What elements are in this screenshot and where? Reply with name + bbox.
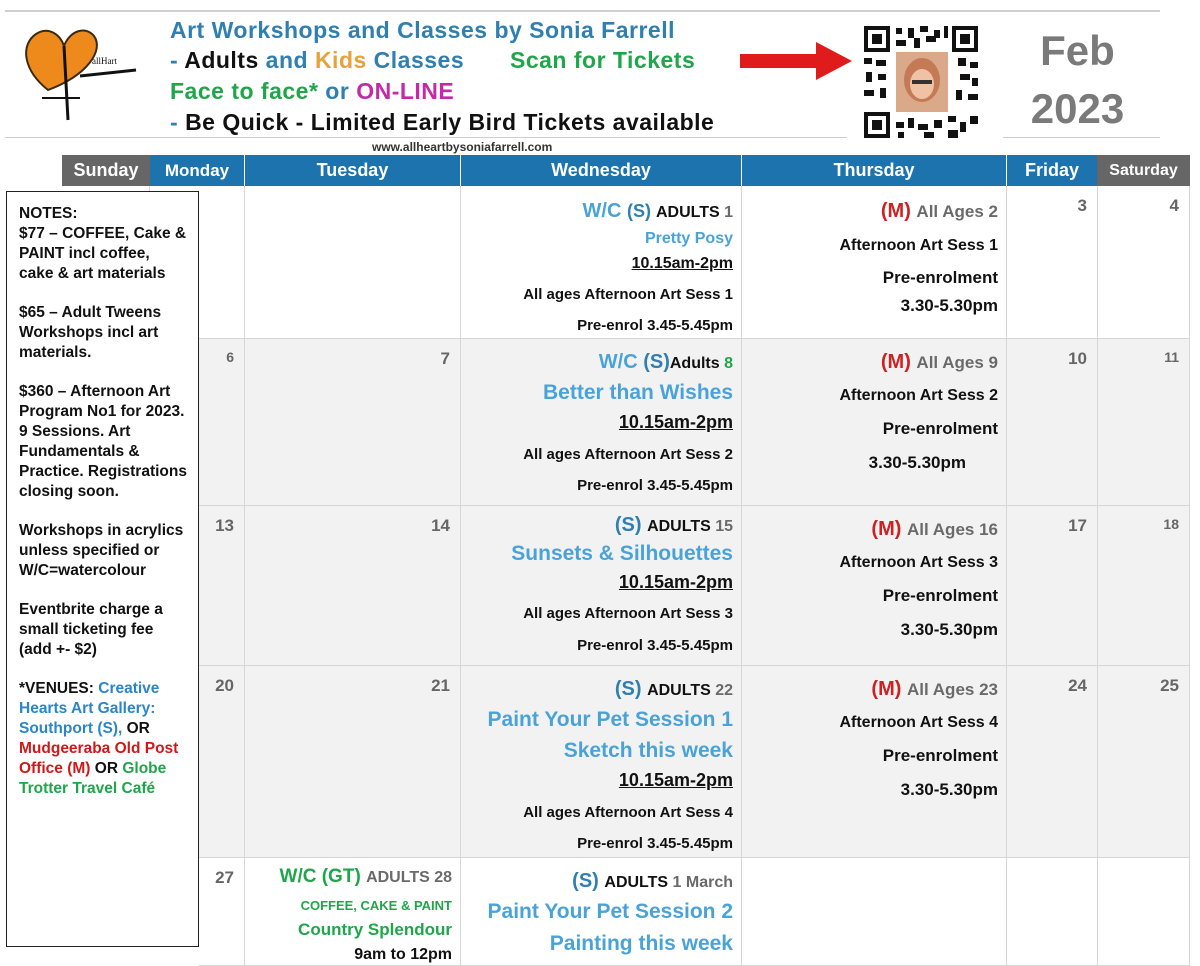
date-number: 14 xyxy=(431,516,450,535)
event-name: Country Splendour xyxy=(298,920,452,939)
event-time: 10.15am-2pm xyxy=(618,572,733,592)
day-cell xyxy=(1007,339,1098,506)
event-line xyxy=(572,870,733,893)
date-number: 22 xyxy=(715,682,733,699)
all-ages-label: All Ages 23 xyxy=(906,680,998,699)
venue-tag: (S) xyxy=(614,678,648,700)
day-cell-thu-16[interactable] xyxy=(742,506,1007,666)
event-pre-enrol: Pre-enrol 3.45-5.45pm xyxy=(577,317,733,334)
day-cell xyxy=(1007,666,1098,858)
event-session: Afternoon Art Sess 2 xyxy=(839,387,998,404)
day-cell xyxy=(1098,666,1190,858)
event-pre-enrol: Pre-enrol 3.45-5.45pm xyxy=(577,637,733,654)
event-session: Afternoon Art Sess 3 xyxy=(839,554,998,571)
note-coffee-cake: $77 – COFFEE, Cake & PAINT incl coffee, cake & art materials xyxy=(19,225,187,282)
event-time: 3.30-5.30pm xyxy=(900,620,998,639)
day-header-wednesday: Wednesday xyxy=(461,155,741,186)
note-adult-tweens: $65 – Adult Tweens Workshops incl art materials. xyxy=(19,304,162,361)
date-number: 21 xyxy=(431,676,450,695)
month-year: 2023 xyxy=(1030,85,1125,132)
venue-tag: (GT) xyxy=(321,866,367,887)
adults-tag: Adults xyxy=(669,355,725,372)
dash: - xyxy=(170,109,186,135)
all-ages-label: All Ages 16 xyxy=(906,520,998,539)
header-title: Art Workshops and Classes by Sonia Farrell xyxy=(170,17,675,43)
date-number: 1 March xyxy=(672,874,733,891)
day-header-friday: Friday xyxy=(1007,155,1097,186)
header-rule xyxy=(5,137,847,138)
event-session: Afternoon Art Sess 1 xyxy=(839,237,998,254)
event-line xyxy=(871,518,998,541)
or-word: OR xyxy=(94,760,123,777)
event-line xyxy=(881,351,998,374)
event-all-ages: All ages Afternoon Art Sess 3 xyxy=(523,605,733,622)
event-time: 3.30-5.30pm xyxy=(900,296,998,315)
logo-text: allHart xyxy=(92,56,117,66)
all-ages-label: All Ages 2 xyxy=(916,202,998,221)
date-number: 18 xyxy=(1163,516,1179,532)
date-number: 15 xyxy=(715,518,733,535)
venue-mudgeeraba: Mudgeeraba Old Post Office (M) xyxy=(19,740,179,777)
classes-word: Classes xyxy=(373,47,465,73)
event-subtitle: Sketch this week xyxy=(563,739,733,762)
event-line xyxy=(583,200,733,223)
venue-tag: (M) xyxy=(871,678,907,700)
date-number: 25 xyxy=(1160,676,1179,695)
adults-word: Adults xyxy=(184,47,266,73)
date-number: 7 xyxy=(440,349,450,368)
header-line-4 xyxy=(170,109,714,136)
month-label xyxy=(1005,22,1150,138)
event-pre-enrolment: Pre-enrolment xyxy=(882,419,998,438)
day-cell-13 xyxy=(199,506,245,666)
event-name: Paint Your Pet Session 2 xyxy=(487,900,733,923)
event-pre-enrol: Pre-enrol 3.45-5.45pm xyxy=(577,477,733,494)
venue-tag: (M) xyxy=(880,200,917,222)
date-number: 3 xyxy=(1077,196,1087,215)
event-session: Afternoon Art Sess 4 xyxy=(839,714,998,731)
day-header-saturday: Saturday xyxy=(1097,155,1190,186)
month-name: Feb xyxy=(1040,27,1115,74)
day-cell xyxy=(1007,858,1098,966)
watercolour-tag: W/C xyxy=(598,351,644,373)
day-cell-thu-23[interactable] xyxy=(742,666,1007,858)
day-cell-20 xyxy=(199,666,245,858)
day-cell-wed-22[interactable] xyxy=(461,666,742,858)
notes-box xyxy=(6,191,199,947)
header-line-3 xyxy=(170,78,454,105)
day-cell-wed-1[interactable] xyxy=(461,186,742,339)
event-name: Pretty Posy xyxy=(644,230,733,247)
adults-tag: ADULTS xyxy=(655,204,725,221)
day-cell xyxy=(245,186,461,339)
event-time: 10.15am-2pm xyxy=(618,412,733,432)
event-time: 3.30-5.30pm xyxy=(900,780,998,799)
heart-logo-icon xyxy=(18,20,148,130)
date-number: 24 xyxy=(1068,676,1087,695)
top-rule xyxy=(5,10,1160,12)
watercolour-tag: W/C xyxy=(582,200,627,222)
venue-tag: (S) xyxy=(643,351,670,373)
date-number: 6 xyxy=(226,349,234,365)
or-word: or xyxy=(325,78,357,104)
event-time: 10.15am-2pm xyxy=(631,255,733,272)
scan-for-tickets: Scan for Tickets xyxy=(510,47,696,73)
day-cell xyxy=(245,339,461,506)
day-cell xyxy=(245,666,461,858)
date-number: 4 xyxy=(1169,196,1179,215)
day-header-tuesday: Tuesday xyxy=(245,155,460,186)
day-cell-thu-9[interactable] xyxy=(742,339,1007,506)
date-number: 17 xyxy=(1068,516,1087,535)
venue-tag: (S) xyxy=(614,514,648,536)
event-all-ages: All ages Afternoon Art Sess 2 xyxy=(523,446,733,463)
day-cell xyxy=(1007,506,1098,666)
event-line xyxy=(871,678,998,701)
adults-tag: ADULTS xyxy=(647,518,716,535)
event-time: 9am to 12pm xyxy=(354,946,452,963)
day-cell xyxy=(1098,858,1190,966)
qr-code-icon[interactable] xyxy=(862,24,980,140)
event-pre-enrolment: Pre-enrolment xyxy=(882,268,998,287)
arrow-right-icon xyxy=(740,42,852,80)
day-cell-thu-2[interactable] xyxy=(742,186,1007,339)
adults-tag: ADULTS xyxy=(604,874,673,891)
note-acrylics: Workshops in acrylics unless specified or W/C=watercolour xyxy=(19,522,184,579)
adults-tag: ADULTS xyxy=(647,682,716,699)
date-number: 13 xyxy=(215,516,234,535)
event-line xyxy=(599,351,733,374)
day-cell xyxy=(1098,506,1190,666)
event-line xyxy=(615,514,733,537)
event-all-ages: All ages Afternoon Art Sess 1 xyxy=(523,286,733,303)
event-name: Sunsets & Silhouettes xyxy=(511,542,733,565)
note-eventbrite: Eventbrite charge a small ticketing fee (add +- $2) xyxy=(19,601,163,658)
date-number: 20 xyxy=(215,676,234,695)
date-number: 8 xyxy=(724,355,733,372)
day-cell xyxy=(245,506,461,666)
venue-tag: (M) xyxy=(871,518,907,540)
website-url[interactable]: www.allheartbysoniafarrell.com xyxy=(372,140,553,154)
watercolour-tag: W/C xyxy=(279,866,322,887)
venue-globe-trotter: Globe Trotter Travel Café xyxy=(19,760,167,797)
day-cell-27 xyxy=(199,858,245,966)
date-number: 27 xyxy=(215,868,234,887)
day-cell-wed-mar-1[interactable] xyxy=(461,858,742,966)
adults-tag: ADULTS 28 xyxy=(366,869,452,886)
day-cell xyxy=(1007,186,1098,339)
event-all-ages: All ages Afternoon Art Sess 4 xyxy=(523,804,733,821)
event-name: Better than Wishes xyxy=(542,381,733,404)
event-pre-enrolment: Pre-enrolment xyxy=(882,746,998,765)
date-number: 10 xyxy=(1068,349,1087,368)
or-word: OR xyxy=(126,720,150,737)
event-coffee-cake: COFFEE, CAKE & PAINT xyxy=(300,898,452,913)
venue-southport: Creative Hearts Art Gallery: Southport (S), xyxy=(19,680,160,737)
day-cell-wed-15[interactable] xyxy=(461,506,742,666)
early-bird-text: Be Quick - Limited Early Bird Tickets available xyxy=(185,109,715,135)
day-header-monday: Monday xyxy=(150,155,244,186)
day-cell xyxy=(1098,339,1190,506)
event-pre-enrol: Pre-enrol 3.45-5.45pm xyxy=(577,835,733,852)
event-time: 10.15am-2pm xyxy=(618,770,733,790)
day-cell xyxy=(742,858,1007,966)
dash: - xyxy=(170,47,185,73)
venue-tag: (S) xyxy=(572,870,605,892)
all-ages-label: All Ages 9 xyxy=(916,353,998,372)
and-word: and xyxy=(265,47,315,73)
event-pre-enrolment: Pre-enrolment xyxy=(882,586,998,605)
event-subtitle: Painting this week xyxy=(549,932,733,955)
day-header-thursday: Thursday xyxy=(742,155,1006,186)
note-afternoon-program: $360 – Afternoon Art Program No1 for 2023. 9 Sessions. Art Fundamentals & Practice. Registrations closing soon. xyxy=(19,383,187,500)
day-cell xyxy=(1098,186,1190,339)
event-line xyxy=(615,678,733,701)
venue-tag: (M) xyxy=(880,351,917,373)
date-number: 11 xyxy=(1164,349,1179,365)
online-word: ON-LINE xyxy=(356,78,455,104)
date-number: 1 xyxy=(724,204,733,221)
event-name: Paint Your Pet Session 1 xyxy=(487,708,733,731)
event-line xyxy=(881,200,998,223)
venues-label: *VENUES: xyxy=(19,680,99,697)
header-line-2 xyxy=(170,47,464,74)
note-venues xyxy=(19,679,188,799)
face-to-face: Face to face* xyxy=(170,78,326,104)
day-cell-tue-28[interactable] xyxy=(245,858,461,966)
venue-tag: (S) xyxy=(626,201,656,221)
notes-heading: NOTES: xyxy=(19,205,78,222)
day-header-sunday: Sunday xyxy=(62,155,150,186)
event-line xyxy=(280,866,452,888)
event-time: 3.30-5.30pm xyxy=(868,453,966,472)
kids-word: Kids xyxy=(314,47,374,73)
day-cell-wed-8[interactable] xyxy=(461,339,742,506)
